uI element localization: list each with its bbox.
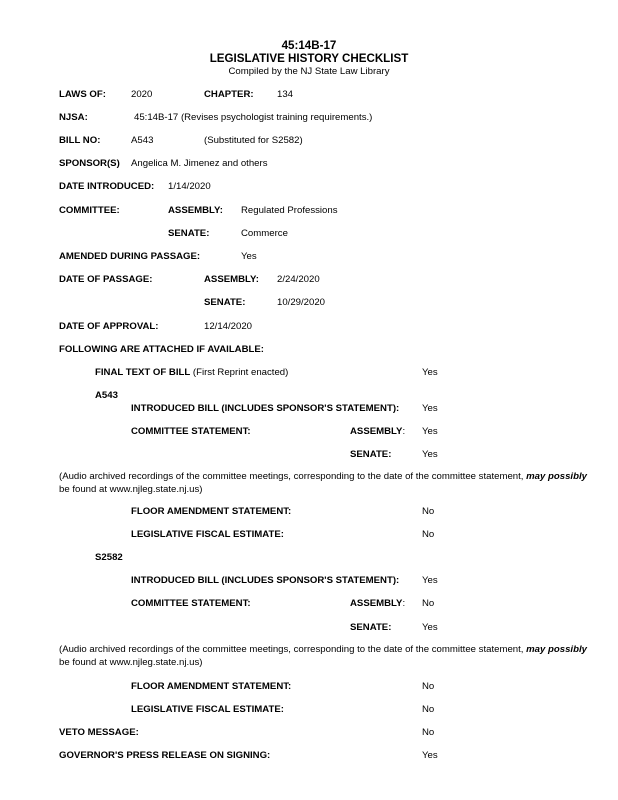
chapter-value: 134 [277, 89, 294, 100]
committee-senate-label: SENATE: [168, 228, 210, 239]
laws-of-label: LAWS OF: [59, 89, 106, 100]
chapter-label: CHAPTER: [204, 89, 254, 100]
a543-floor-value: No [422, 506, 435, 517]
s2582-senate-label: SENATE: [350, 622, 392, 633]
approval-value: 12/14/2020 [204, 321, 253, 332]
a543-introduced-label: INTRODUCED BILL (INCLUDES SPONSOR'S STATEMENT): [131, 403, 400, 414]
date-introduced-label: DATE INTRODUCED: [59, 181, 155, 192]
s2582-assembly-row: ASSEMBLY: [350, 598, 406, 609]
s2582-assembly-value: No [422, 598, 435, 609]
a543-assembly-label: ASSEMBLY [350, 426, 403, 437]
passage-label: DATE OF PASSAGE: [59, 274, 153, 285]
veto-label: VETO MESSAGE: [59, 727, 139, 738]
sponsor-label: SPONSOR(S) [59, 158, 120, 169]
substituted-note: (Substituted for S2582) [204, 135, 303, 146]
a543-senate-label: SENATE: [350, 449, 392, 460]
final-text-row [95, 368, 288, 378]
bill-no-value: A543 [131, 135, 154, 146]
s2582-label: S2582 [95, 552, 123, 563]
s2582-assembly-label: ASSEMBLY [350, 598, 403, 609]
a543-fiscal-label: LEGISLATIVE FISCAL ESTIMATE: [131, 529, 284, 540]
amended-label: AMENDED DURING PASSAGE: [59, 251, 201, 262]
s2582-senate-value: Yes [422, 622, 438, 633]
s2582-audio-emph: may possibly [526, 644, 587, 655]
s2582-committee-label: COMMITTEE STATEMENT: [131, 598, 251, 609]
press-release-value: Yes [422, 750, 438, 761]
njsa-label: NJSA: [59, 112, 88, 123]
committee-assembly-value: Regulated Professions [241, 205, 338, 216]
passage-assembly-label: ASSEMBLY: [204, 274, 259, 285]
a543-assembly-row: ASSEMBLY: [350, 426, 406, 437]
njsa-value: 45:14B-17 (Revises psychologist training requirements.) [134, 112, 373, 123]
committee-label: COMMITTEE: [59, 205, 120, 216]
document-code: 45:14B-17 [281, 39, 337, 52]
a543-audio-emph: may possibly [526, 471, 587, 482]
bill-no-label: BILL NO: [59, 135, 101, 146]
laws-of-value: 2020 [131, 89, 153, 100]
a543-assembly-value: Yes [422, 426, 438, 437]
s2582-fiscal-value: No [422, 704, 435, 715]
a543-label: A543 [95, 390, 118, 401]
sponsor-value: Angelica M. Jimenez and others [131, 158, 268, 169]
passage-senate-label: SENATE: [204, 297, 246, 308]
s2582-floor-value: No [422, 681, 435, 692]
s2582-fiscal-label: LEGISLATIVE FISCAL ESTIMATE: [131, 704, 284, 715]
s2582-introduced-label: INTRODUCED BILL (INCLUDES SPONSOR'S STATEMENT): [131, 575, 400, 586]
a543-introduced-value: Yes [422, 403, 438, 414]
s2582-introduced-value: Yes [422, 575, 438, 586]
passage-senate-value: 10/29/2020 [277, 297, 326, 308]
document-title: LEGISLATIVE HISTORY CHECKLIST [209, 52, 409, 65]
approval-label: DATE OF APPROVAL: [59, 321, 159, 332]
a543-fiscal-value: No [422, 529, 435, 540]
final-text-note: (First Reprint enacted) [192, 367, 289, 378]
s2582-floor-label: FLOOR AMENDMENT STATEMENT: [131, 681, 292, 692]
date-introduced-value: 1/14/2020 [168, 181, 211, 192]
final-text-value: Yes [422, 367, 438, 378]
a543-audio-note: (Audio archived recordings of the committee meetings, corresponding to the date of the committee statement, may possibly be found at www.njleg.state.nj.us) [59, 471, 587, 495]
a543-senate-value: Yes [422, 449, 438, 460]
attached-heading: FOLLOWING ARE ATTACHED IF AVAILABLE: [59, 344, 264, 355]
compiled-by: Compiled by the NJ State Law Library [228, 66, 390, 77]
s2582-audio-note: (Audio archived recordings of the committee meetings, corresponding to the date of the committee statement, may possibly be found at www.njleg.state.nj.us) [59, 644, 587, 668]
veto-value: No [422, 727, 435, 738]
final-text-label: FINAL TEXT OF BILL [95, 367, 191, 378]
a543-committee-label: COMMITTEE STATEMENT: [131, 426, 251, 437]
passage-assembly-value: 2/24/2020 [277, 274, 320, 285]
amended-value: Yes [241, 251, 257, 262]
a543-floor-label: FLOOR AMENDMENT STATEMENT: [131, 506, 292, 517]
committee-assembly-label: ASSEMBLY: [168, 205, 223, 216]
committee-senate-value: Commerce [241, 228, 288, 239]
press-release-label: GOVERNOR'S PRESS RELEASE ON SIGNING: [59, 750, 271, 761]
